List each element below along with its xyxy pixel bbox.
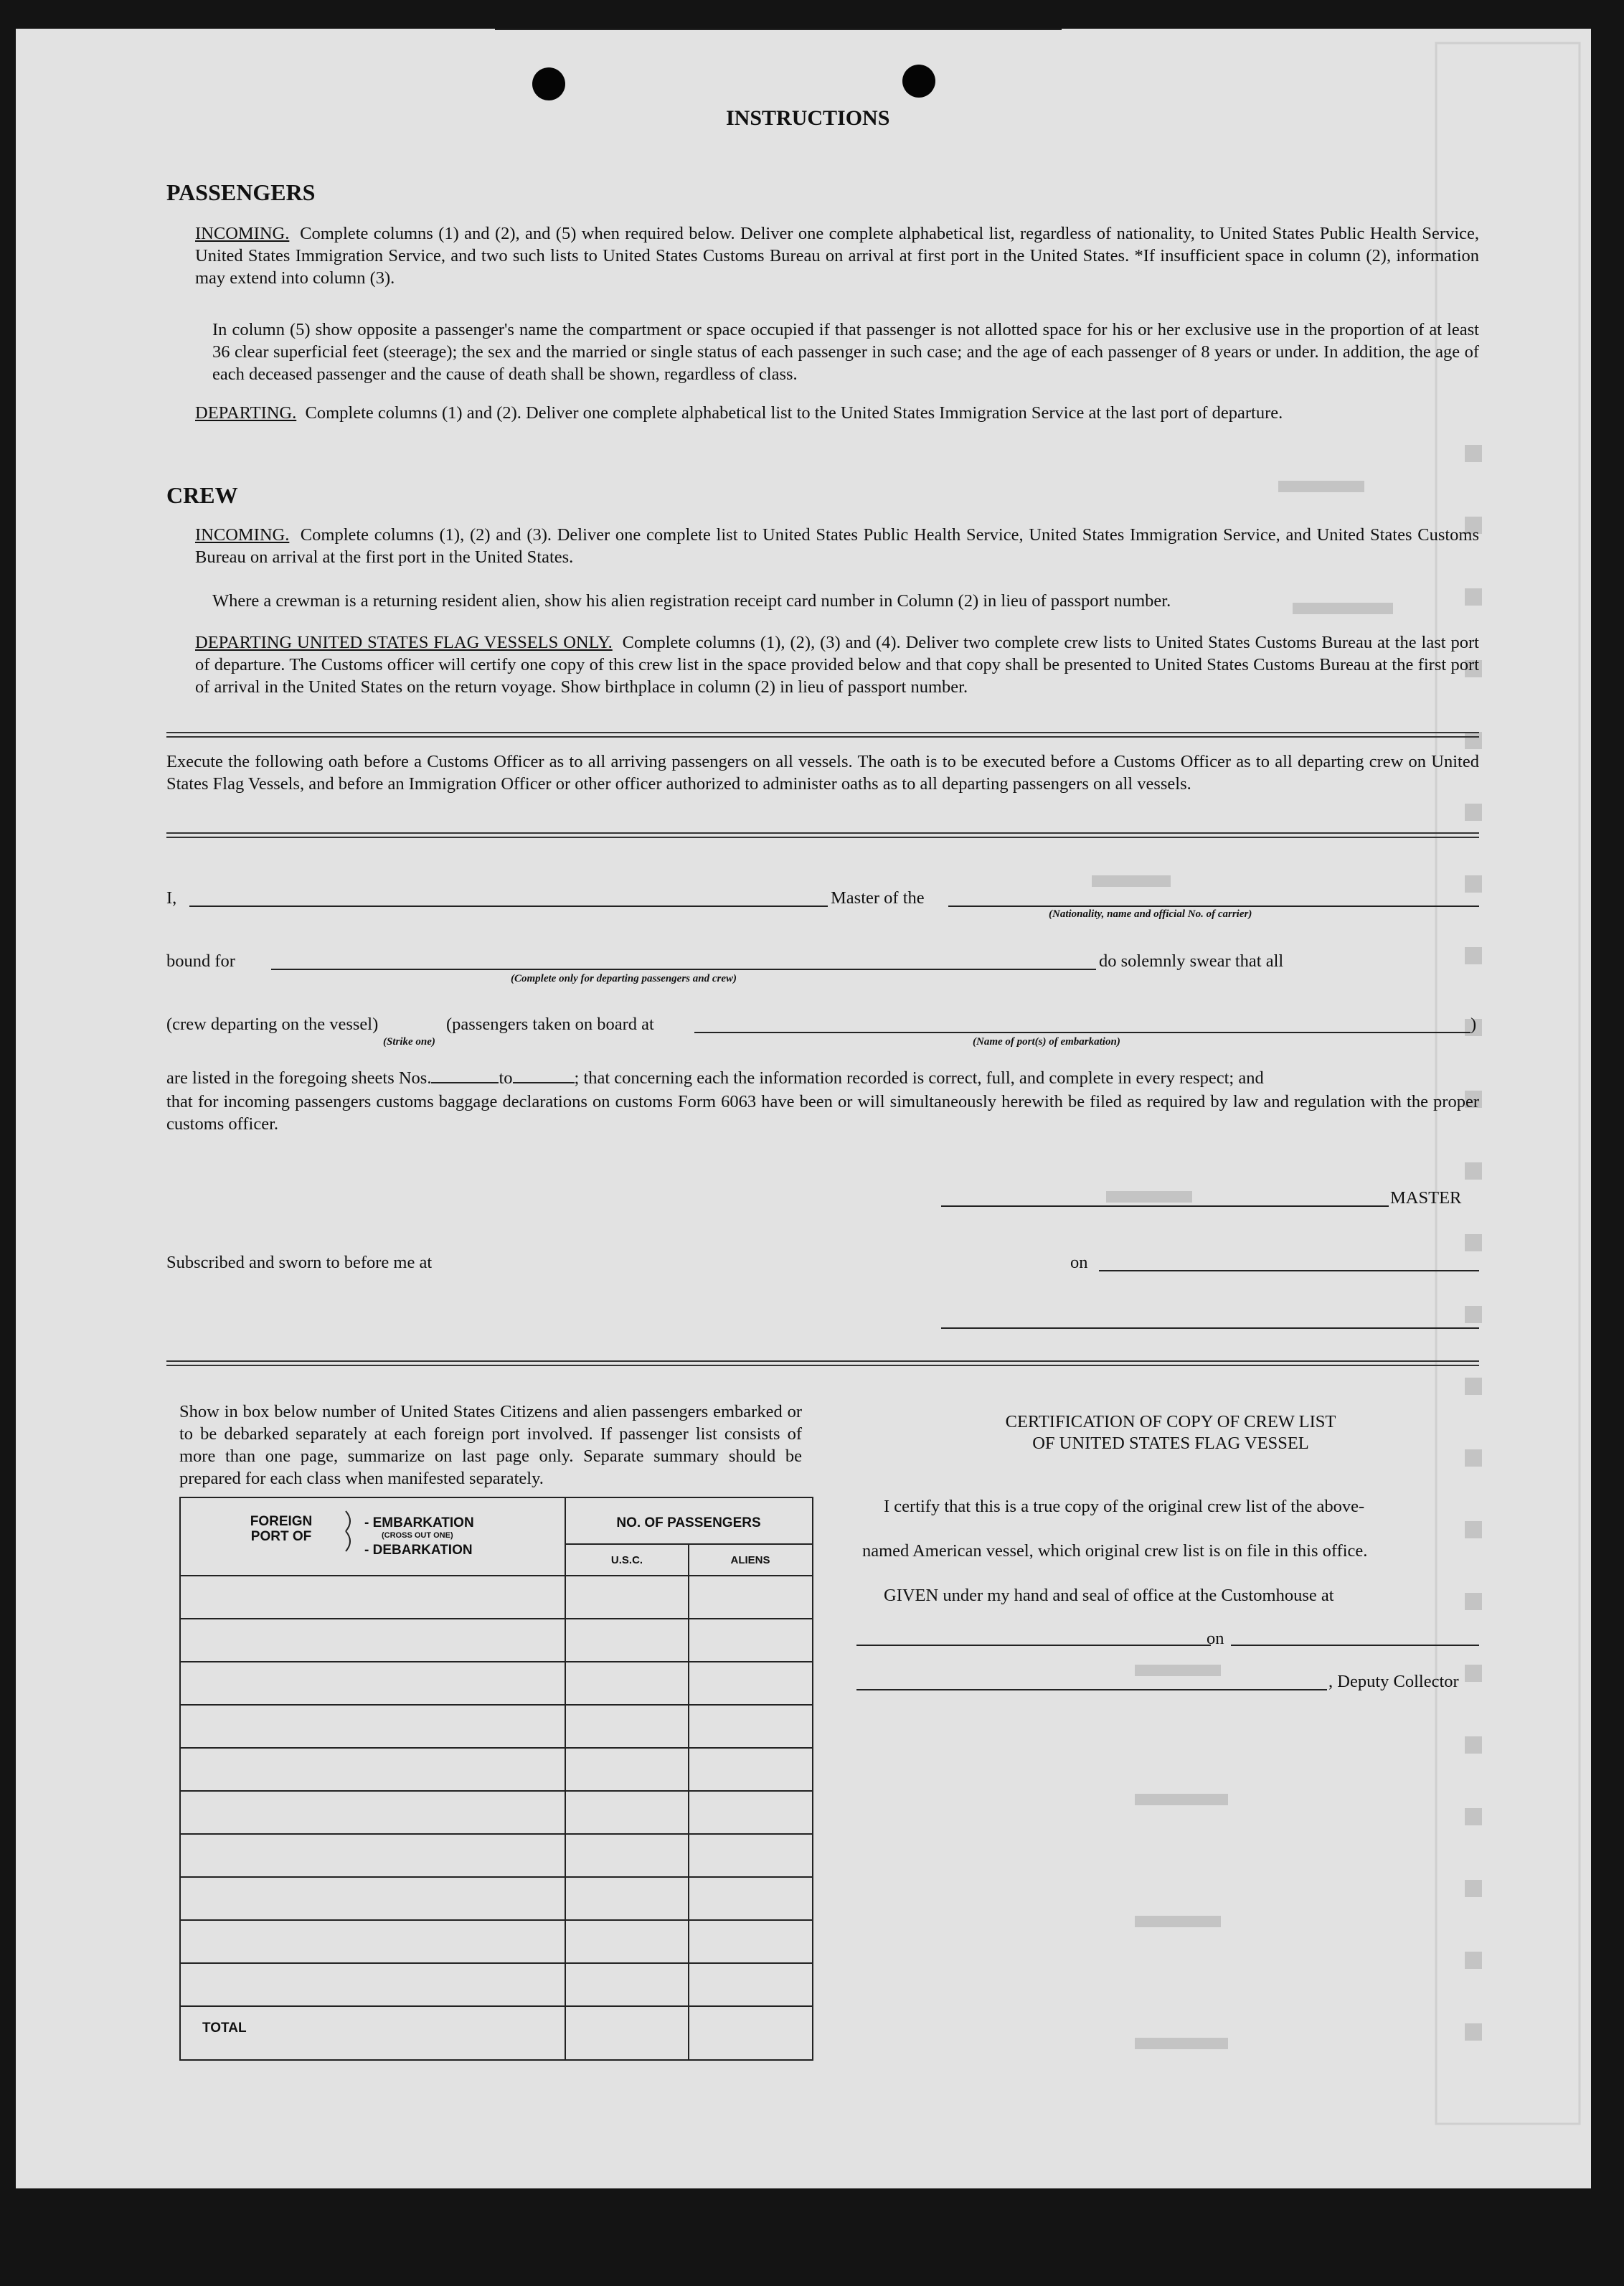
- listed-to-label: to: [499, 1068, 513, 1088]
- divider-2: [166, 832, 1479, 838]
- crew-incoming-paragraph: [195, 524, 1479, 568]
- punch-hole-right: [902, 65, 935, 98]
- certification-line-3: GIVEN under my hand and seal of office at the Customhouse at: [884, 1586, 1334, 1605]
- sworn-place-field[interactable]: [495, 29, 1062, 30]
- carrier-field[interactable]: [948, 906, 1479, 907]
- embarkation-header: - EMBARKATION: [364, 1515, 474, 1530]
- passengers-taken-option[interactable]: (passengers taken on board at: [446, 1015, 654, 1034]
- listed-sheets-label: are listed in the foregoing sheets Nos.: [166, 1068, 432, 1088]
- sworn-date-field[interactable]: [1099, 1270, 1479, 1271]
- usc-header: U.S.C.: [610, 1554, 643, 1566]
- master-name-field[interactable]: [189, 906, 828, 907]
- crew-resident-paragraph: [212, 590, 1479, 612]
- bound-for-field[interactable]: [271, 969, 1096, 970]
- bound-for-label: bound for: [166, 951, 235, 971]
- passengers-heading: PASSENGERS: [166, 179, 316, 205]
- passengers-column5-paragraph: [212, 319, 1479, 385]
- debarkation-header: - DEBARKATION: [364, 1543, 473, 1558]
- passengers-departing-label: DEPARTING.: [195, 403, 297, 423]
- close-paren: ): [1470, 1015, 1477, 1034]
- passenger-summary-table: [179, 1497, 813, 2061]
- listed-sheets-text: [166, 1068, 1264, 1088]
- summary-paragraph: [179, 1401, 802, 1490]
- passengers-incoming-text: Complete columns (1) and (2), and (5) when required below. Deliver one complete alphabetical list, regardless of nationality, to United States Public Health Service, United States Immigration Service, and two such lists to United States Customs Bureau on arrival at first port in the United States. *If insufficient space in column (2), information may extend into column (3).: [195, 224, 1480, 288]
- certification-line-1: I certify that this is a true copy of the original crew list of the above-: [884, 1497, 1365, 1516]
- divider-1: [166, 732, 1479, 738]
- master-label: MASTER: [1390, 1188, 1462, 1208]
- divider-3: [166, 1360, 1479, 1366]
- sheets-to-field[interactable]: [513, 1068, 575, 1083]
- crew-departing-text: Complete columns (1), (2), (3) and (4). Deliver two complete crew lists to United States Customs Bureau at the last port of departure. The Customs officer will certify one copy of this crew list in the space provided below and that copy shall be presented to United States Customs Bureau at the first port of arrival in the United States on the return voyage. Show birthplace in column (2) in lieu of passport number.: [195, 633, 1479, 697]
- deputy-signature-field[interactable]: [856, 1689, 1327, 1690]
- oath-i-label: I,: [166, 888, 177, 908]
- passengers-column5-text: In column (5) show opposite a passenger's name the compartment or space occupied if that passenger is not allotted space for his or her exclusive use in the proportion of at least 36 clear superficial feet (steerage); the sex and the married or single status of each passenger in such case; and the age of each passenger of 8 years or under. In addition, the age of each deceased passenger and the cause of death shall be shown, regardless of class.: [212, 320, 1479, 384]
- page-title: INSTRUCTIONS: [726, 106, 890, 130]
- certification-line-2: named American vessel, which original crew list is on file in this office.: [862, 1541, 1368, 1561]
- summary-text: Show in box below number of United States Citizens and alien passengers embarked or to be debarked separately at each foreign port involved. If passenger list consists of more than one page, summarize on last page only. Separate summary should be prepared for each class when manifested separately.: [179, 1402, 802, 1488]
- crew-departing-paragraph: [195, 631, 1479, 698]
- listed-baggage-text: that for incoming passengers customs baggage declarations on customs Form 6063 have been or will simultaneously herewith be filed as required by law and regulation with the proper customs officer.: [166, 1092, 1479, 1134]
- foreign-port-header: FOREIGN PORT OF: [250, 1514, 313, 1544]
- passengers-incoming-label: INCOMING.: [195, 224, 290, 243]
- crew-incoming-text: Complete columns (1), (2) and (3). Deliver one complete list to United States Public Health Service, United States Immigration Service, and United States Customs Bureau on arrival at the first port in the United States.: [195, 525, 1480, 567]
- cross-out-note: (CROSS OUT ONE): [382, 1531, 453, 1540]
- passengers-departing-paragraph: [195, 402, 1479, 424]
- listed-baggage-paragraph: [166, 1091, 1479, 1135]
- no-passengers-header: NO. OF PASSENGERS: [616, 1515, 761, 1530]
- ports-note: (Name of port(s) of embarkation): [973, 1036, 1120, 1048]
- punch-hole-left: [532, 67, 565, 100]
- embarkation-ports-field[interactable]: [694, 1032, 1470, 1033]
- crew-resident-text: Where a crewman is a returning resident alien, show his alien registration receipt card number in Column (2) in lieu of passport number.: [212, 591, 1171, 611]
- swear-text: do solemnly swear that all: [1099, 951, 1284, 971]
- master-signature-field[interactable]: [941, 1205, 1389, 1207]
- crew-incoming-label: INCOMING.: [195, 525, 290, 545]
- aliens-header: ALIENS: [730, 1554, 770, 1566]
- crew-departing-option[interactable]: (crew departing on the vessel): [166, 1015, 379, 1034]
- oath-intro-text: Execute the following oath before a Customs Officer as to all arriving passengers on all vessels. The oath is to be executed before a Customs Officer as to all departing crew on United States Flag Vessels, and before an Immigration Officer or other officer authorized to administer oaths as to all departing passengers on all vessels.: [166, 752, 1479, 794]
- form-sheet: [16, 29, 1591, 2188]
- oath-intro-paragraph: [166, 751, 1479, 795]
- certification-date-field[interactable]: [1231, 1645, 1479, 1646]
- passengers-departing-text: Complete columns (1) and (2). Deliver one complete alphabetical list to the United States Immigration Service at the last port of departure.: [305, 403, 1283, 423]
- subscribed-label: Subscribed and sworn to before me at: [166, 1253, 433, 1272]
- officer-signature-field[interactable]: [941, 1327, 1479, 1329]
- table-grid: [181, 1498, 812, 2059]
- certification-title-1: CERTIFICATION OF COPY OF CREW LIST: [1005, 1412, 1336, 1431]
- crew-departing-label: DEPARTING UNITED STATES FLAG VESSELS ONLY.: [195, 633, 613, 652]
- certification-title-2: OF UNITED STATES FLAG VESSEL: [1032, 1434, 1309, 1453]
- deputy-collector-label: , Deputy Collector: [1328, 1672, 1459, 1691]
- complete-only-note: (Complete only for departing passengers and crew): [511, 973, 737, 984]
- sworn-on-label: on: [1070, 1253, 1088, 1272]
- strike-one-note: (Strike one): [383, 1036, 435, 1048]
- master-of-label: Master of the: [831, 888, 925, 908]
- listed-sheets-continuation: ; that concerning each the information recorded is correct, full, and complete in every respect; and: [574, 1068, 1264, 1088]
- sheets-from-field[interactable]: [431, 1068, 499, 1083]
- customhouse-field[interactable]: [856, 1645, 1211, 1646]
- certification-on-label: on: [1207, 1629, 1224, 1648]
- nationality-note: (Nationality, name and official No. of carrier): [1049, 908, 1252, 920]
- crew-heading: CREW: [166, 482, 238, 508]
- total-row-label: TOTAL: [202, 2021, 247, 2036]
- passengers-incoming-paragraph: [195, 222, 1479, 289]
